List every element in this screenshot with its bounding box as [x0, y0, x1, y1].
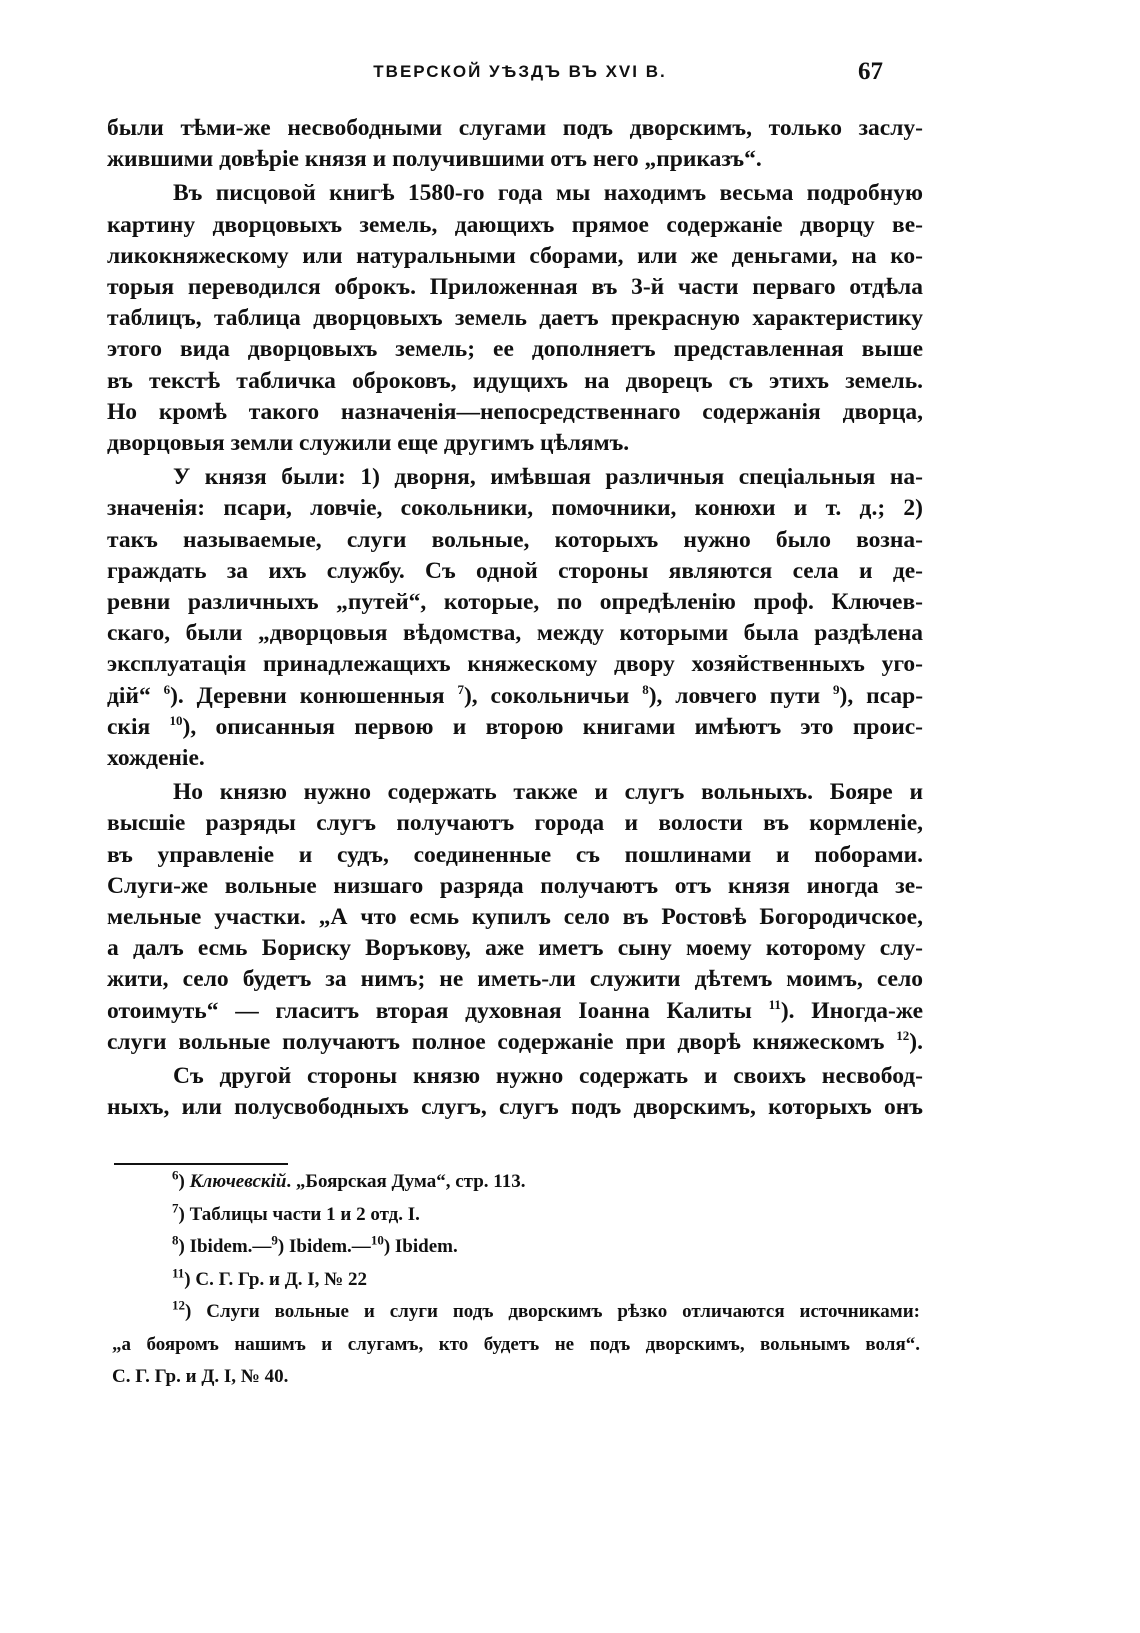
footnote-mark: 12: [172, 1297, 185, 1313]
footnote-mark: 10: [370, 1232, 384, 1248]
footnote-ref: 9: [833, 681, 840, 697]
footnote-ref: 6: [163, 681, 171, 697]
footnote-text: . „Боярская Дума“, стр. 113.: [286, 1171, 526, 1192]
text-line: жити, село будетъ за нимъ; не иметь-ли служити дѣтемъ моимъ, село: [107, 966, 923, 993]
text-line: ныхъ, или полусвободныхъ слугъ, слугъ подъ дворскимъ, которыхъ онъ: [107, 1094, 923, 1121]
footnote-mark: 8: [172, 1232, 179, 1248]
footnote-continuation: „а бояромъ нашимъ и слугамъ, кто будетъ не подъ дворскимъ, вольнымъ воля“.: [112, 1333, 920, 1355]
text-line: ликокняжескому или натуральными сборами, или же деньгами, на ко-: [107, 242, 923, 269]
text-line: Слуги-же вольные низшаго разряда получаютъ отъ князя иногда зе-: [107, 872, 923, 899]
page-header: [0, 58, 1140, 98]
text-line: [107, 681, 923, 712]
footnote-text: ) Таблицы части 1 и 2 отд. I.: [178, 1203, 420, 1225]
main-text: [107, 113, 923, 1124]
text-line: высшіе разряды слугъ получаютъ города и волости въ кормленіе,: [107, 810, 923, 837]
footnote: [112, 1264, 920, 1297]
text-line: граждать за ихъ службу. Съ одной стороны являются села и де-: [107, 557, 923, 584]
page-number: 67: [858, 58, 883, 85]
footnote-ref: 8: [642, 681, 649, 697]
text-line: Но кромѣ такого назначенія—непосредственнаго содержанія дворца,: [107, 398, 923, 425]
text-line: [107, 712, 923, 743]
text-line: ревни различныхъ „путей“, которые, по опредѣленію проф. Ключев-: [107, 589, 923, 616]
footnote-ref: 7: [457, 681, 464, 697]
text-line: жившими довѣріе князя и получившими отъ него „приказъ“.: [107, 146, 762, 173]
text-line: были тѣми-же несвободными слугами подъ дворскимъ, только заслу-: [107, 115, 923, 141]
running-title: ТВЕРСКОЙ УѢЗДЪ ВЪ XVI В.: [373, 62, 667, 81]
text-line: скаго, были „дворцовыя вѣдомства, между которыми была раздѣлена: [107, 620, 923, 647]
text-line: эксплуатація принадлежащихъ княжескому двору хозяйственныхъ уго-: [107, 651, 923, 678]
text-fragment: ), сокольничьи: [463, 682, 630, 709]
footnote: [112, 1231, 920, 1264]
text-line: хожденіе.: [107, 745, 205, 772]
text-line: У князя были: 1) дворня, имѣвшая различныя спеціальныя на-: [173, 464, 923, 491]
text-fragment: ), ловчего пути: [648, 682, 821, 709]
footnote-ref: 11: [768, 996, 781, 1012]
text-line: Но князю нужно содержать также и слугъ вольныхъ. Бояре и: [173, 779, 923, 806]
text-line: [107, 1027, 923, 1058]
footnote-text: ) Ibidem.—: [277, 1236, 371, 1257]
text-fragment: ), описанныя первою и второю книгами имѣютъ это проис-: [182, 713, 923, 740]
footnote-separator: [114, 1163, 288, 1165]
footnote-text: ) Слуги вольные и слуги подъ дворскимъ рѣзко отличаются источниками:: [185, 1301, 920, 1322]
text-line: Въ писцовой книгѣ 1580-го года мы находимъ весьма подробную: [173, 180, 923, 207]
text-line: въ текстѣ табличка оброковъ, идущихъ на дворецъ съ этихъ земель.: [107, 367, 923, 394]
footnote-mark: 6: [172, 1167, 179, 1183]
text-line: такъ называемые, слуги вольные, которыхъ нужно было возна-: [107, 526, 923, 553]
footnote-text: ) Ibidem.—: [178, 1236, 272, 1257]
footnote-ref: 12: [896, 1028, 910, 1044]
footnote-text: ): [178, 1171, 190, 1192]
footnote-text: ) Ibidem.: [383, 1236, 458, 1257]
text-line: значенія: псари, ловчіе, сокольники, помочники, конюхи и т. д.; 2): [107, 495, 923, 522]
footnotes: [112, 1166, 920, 1394]
text-line: Съ другой стороны князю нужно содержать и своихъ несвобод-: [173, 1063, 923, 1090]
text-fragment: отоимуть“ — гласитъ вторая духовная Іоанна Калиты: [107, 997, 752, 1024]
text-line: торыя переводился оброкъ. Приложенная въ 3-й части перваго отдѣла: [107, 274, 923, 301]
text-fragment: дій“: [107, 682, 151, 709]
text-fragment: ). Деревни конюшенныя: [170, 682, 445, 709]
text-line: таблицъ, таблица дворцовыхъ земель даетъ прекрасную характеристику: [107, 305, 923, 332]
text-line: [107, 996, 923, 1027]
footnote-text: ) С. Г. Гр. и Д. I, № 22: [184, 1268, 368, 1290]
footnote-ref: 10: [169, 713, 183, 729]
text-line: мельные участки. „А что есмь купилъ село въ Ростовѣ Богородичское,: [107, 904, 923, 931]
text-line: этого вида дворцовыхъ земель; ее дополняетъ представленная выше: [107, 336, 923, 363]
footnote: [112, 1166, 920, 1199]
footnote: [112, 1296, 920, 1329]
footnote: [112, 1199, 920, 1232]
text-fragment: слуги вольные получаютъ полное содержаніе при дворѣ княжескомъ: [107, 1028, 885, 1055]
text-fragment: ). Иногда-же: [780, 997, 923, 1024]
footnote-author: Ключевскій: [189, 1171, 287, 1192]
footnote-continuation: С. Г. Гр. и Д. I, № 40.: [112, 1366, 289, 1387]
text-fragment: скія: [107, 713, 151, 740]
text-line: въ управленіе и судъ, соединенные съ пошлинами и поборами.: [107, 841, 923, 868]
text-line: а далъ есмь Бориску Воръкову, аже иметъ сыну моему которому слу-: [107, 935, 923, 962]
text-line: картину дворцовыхъ земель, дающихъ прямое содержаніе дворцу ве-: [107, 211, 923, 238]
footnote-mark: 7: [172, 1200, 179, 1216]
footnote-mark: 11: [172, 1265, 185, 1281]
text-line: дворцовыя земли служили еще другимъ цѣлямъ.: [107, 430, 630, 457]
text-fragment: ), псар-: [839, 682, 924, 709]
footnote-mark: 9: [271, 1232, 278, 1248]
text-fragment: ).: [909, 1028, 923, 1055]
